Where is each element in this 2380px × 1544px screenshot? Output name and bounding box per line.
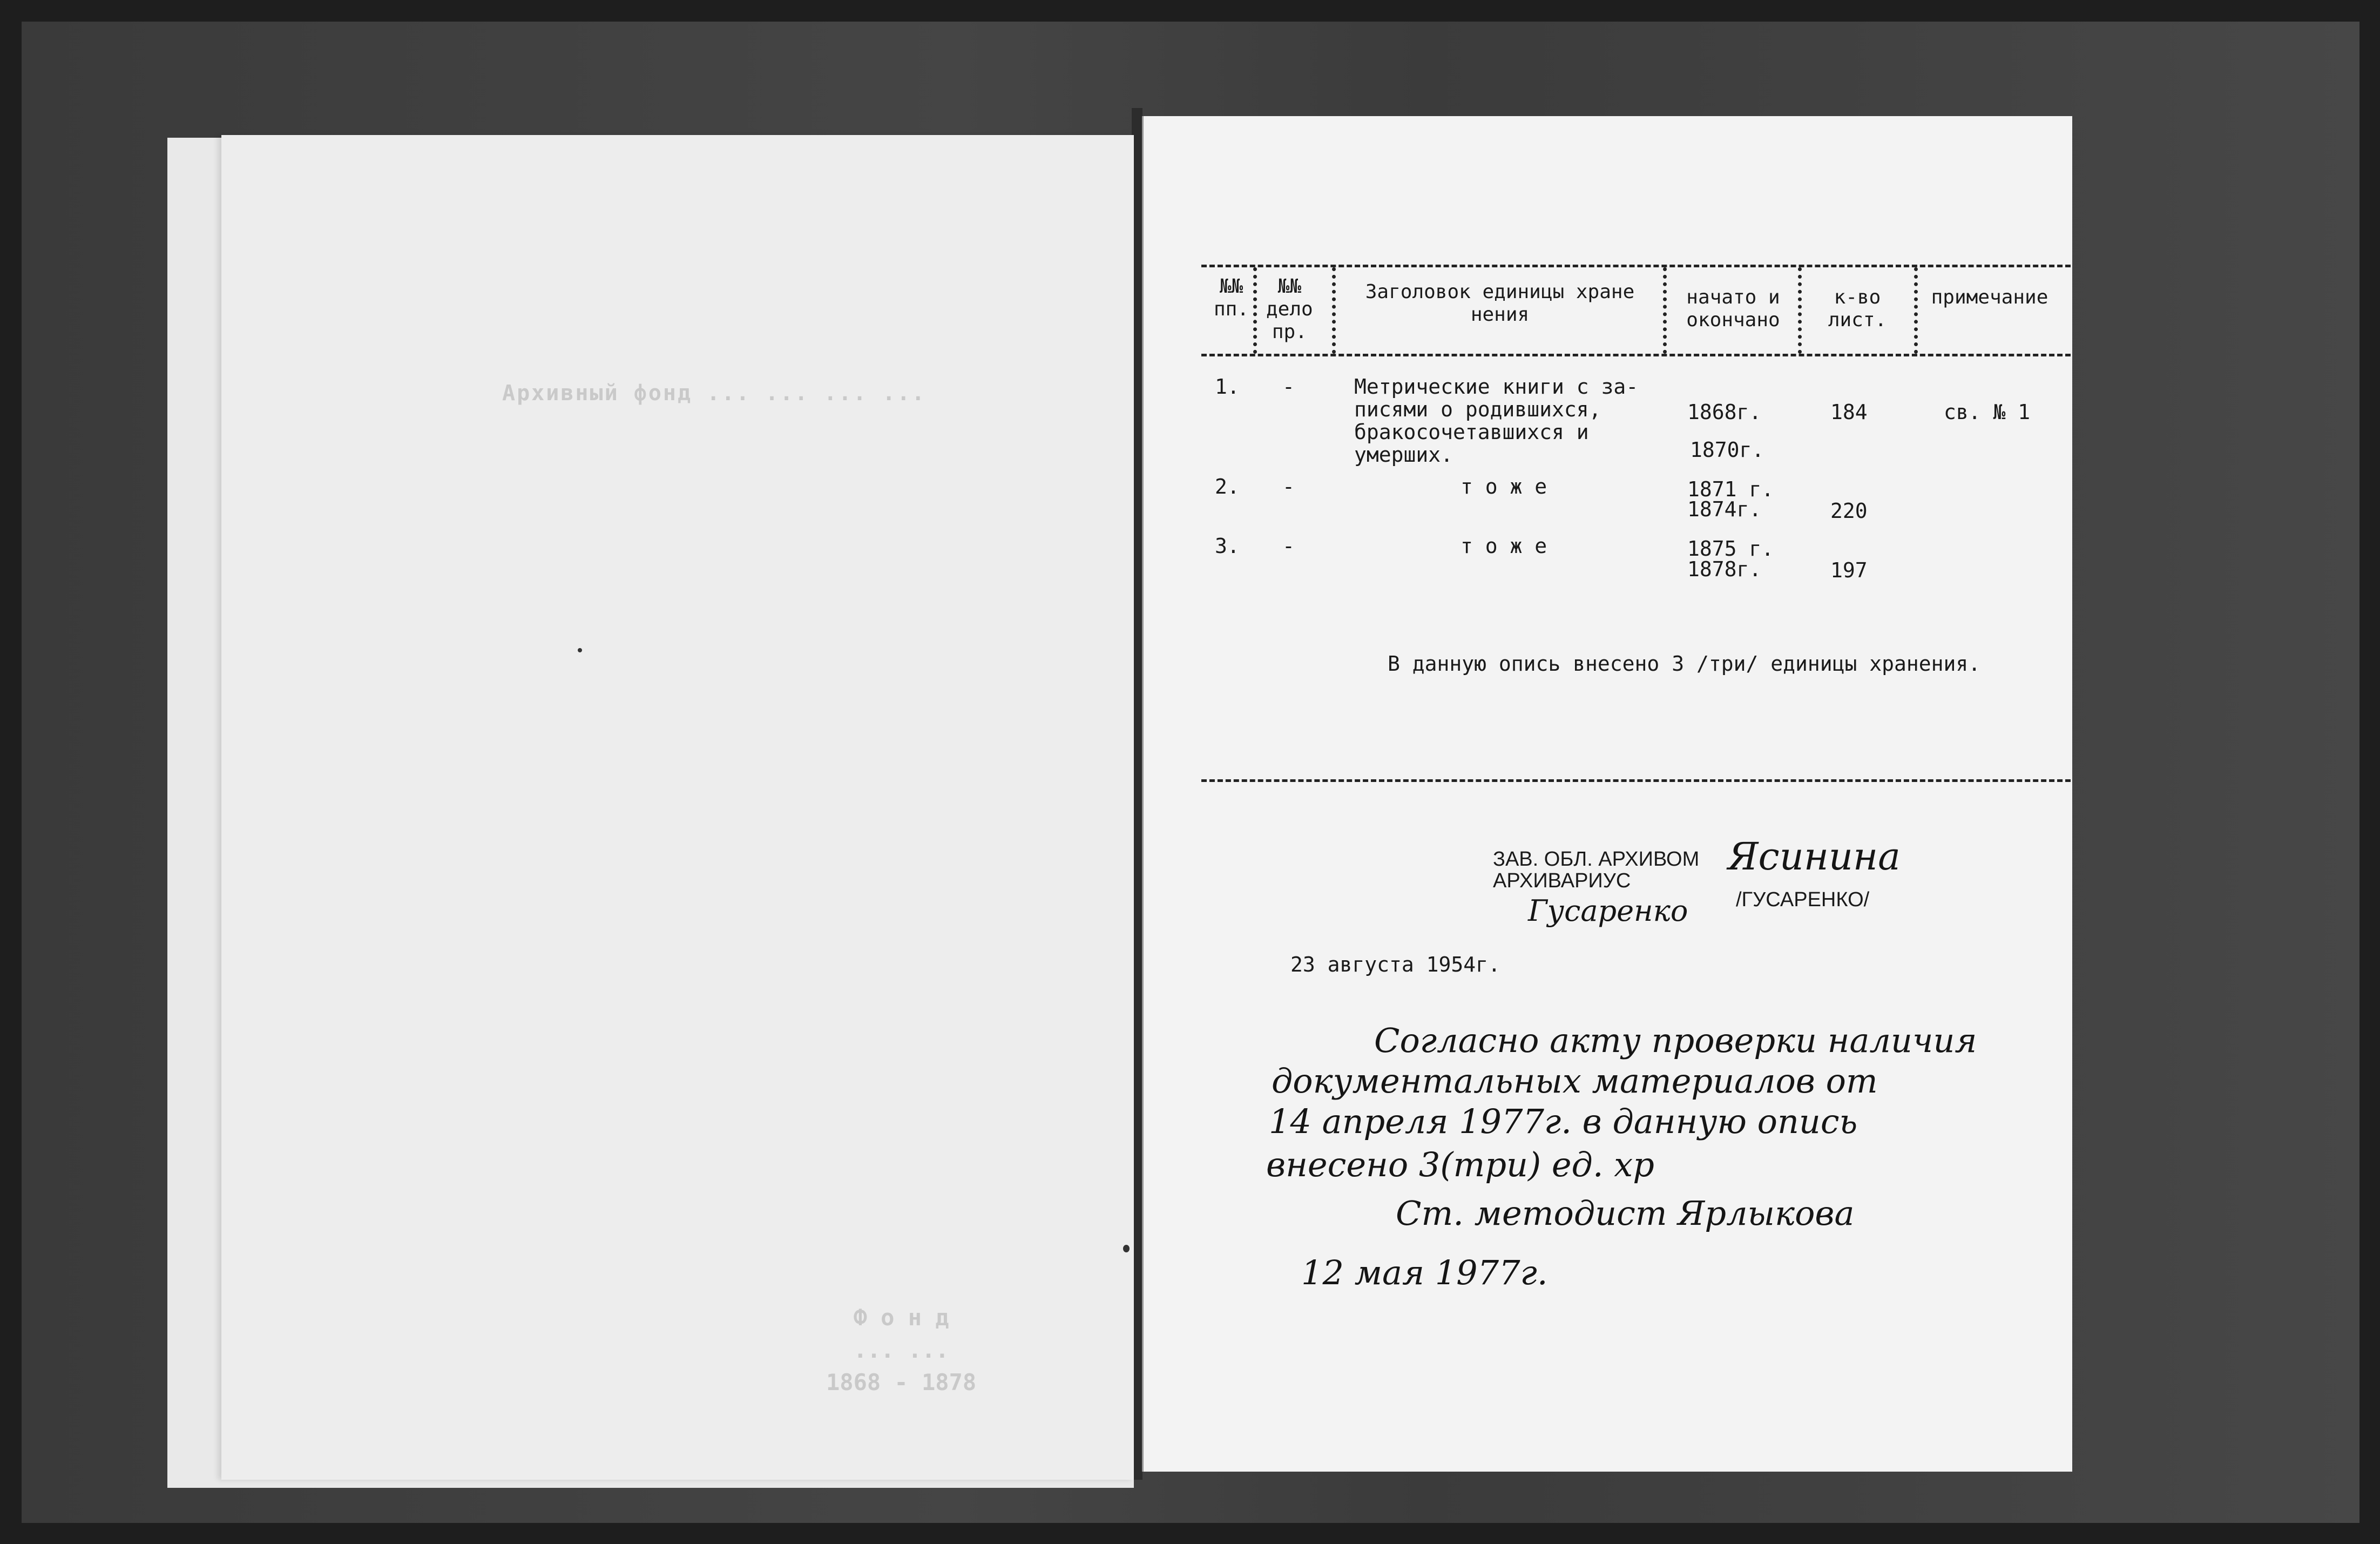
handwritten-signature: Ст. методист Ярлыкова [1396,1194,1855,1233]
faded-header-text: Архивный фонд ... ... ... ... [502,381,927,406]
handwritten-line-3: 14 апреля 1977г. в данную опись [1269,1102,1858,1141]
row-3-case: - [1282,534,1295,558]
head-signature [1728,834,1901,879]
speck-mark [1123,1245,1130,1252]
faded-block [826,1302,976,1399]
archivist-signature [1528,894,1688,928]
header-note: примечание [1931,286,2048,308]
row-1-date-start: 1868г. [1687,400,1762,424]
archivist-signature-text: Гусаренко [1528,894,1688,928]
handwritten-date: 12 мая 1977г. [1301,1253,1548,1292]
document-date: 23 августа 1954г. [1290,953,1500,976]
row-3-date-end: 1878г. [1687,557,1762,581]
row-2-title: т о ж е [1461,475,1547,498]
row-2-sheets: 220 [1830,499,1868,523]
column-divider [1798,267,1802,354]
speck-mark [578,648,582,652]
row-3-title: т о ж е [1461,534,1547,558]
header-num: №№ пп. [1214,275,1249,320]
row-1-note: св. № 1 [1944,400,2031,424]
archivist-title: АРХИВАРИУС [1493,869,1631,892]
left-page [221,135,1134,1480]
table-header-rule [1201,354,2071,356]
row-1-num: 1. [1215,375,1240,399]
head-title: ЗАВ. ОБЛ. АРХИВОМ [1493,848,1700,871]
handwritten-line-1: Согласно акту проверки наличия [1374,1021,1977,1060]
row-1-date-end: 1870г. [1690,438,1764,462]
head-signature-text: Ясинина [1728,834,1901,879]
header-sheets: к-во лист. [1828,286,1887,331]
column-divider [1332,267,1336,354]
row-2-case: - [1282,475,1295,498]
row-1-sheets: 184 [1830,400,1868,424]
column-divider [1663,267,1667,354]
row-3-date-start: 1875 г. [1687,537,1774,561]
header-dates: начато и окончано [1686,286,1780,331]
row-3-num: 3. [1215,534,1240,558]
faded-line: 1868 - 1878 [826,1369,977,1395]
column-divider [1914,267,1918,354]
faded-line: ... ... [853,1337,949,1363]
table-bottom-rule [1201,779,2071,782]
row-1-case: - [1282,375,1295,399]
column-divider [1253,267,1257,354]
header-title: Заголовок единицы хране нения [1365,281,1635,326]
handwritten-line-4: внесено 3(три) ед. хр [1266,1145,1654,1184]
row-2-date-end: 1874г. [1687,497,1762,521]
row-3-sheets: 197 [1830,558,1868,582]
row-2-num: 2. [1215,475,1240,498]
row-1-title: Метрические книги с за- писями о родившихся, бракосочетавшихся и умерших. [1354,375,1639,467]
handwritten-line-2: документальных материалов от [1272,1061,1878,1101]
row-2-date-start: 1871 г. [1687,477,1774,501]
header-case-num: №№ дело пр. [1266,275,1313,343]
faded-line: Ф о н д [853,1304,949,1331]
archivist-name: /ГУСАРЕНКО/ [1736,888,1870,911]
total-line: В данную опись внесено 3 /три/ единицы хранения. [1388,652,1981,676]
